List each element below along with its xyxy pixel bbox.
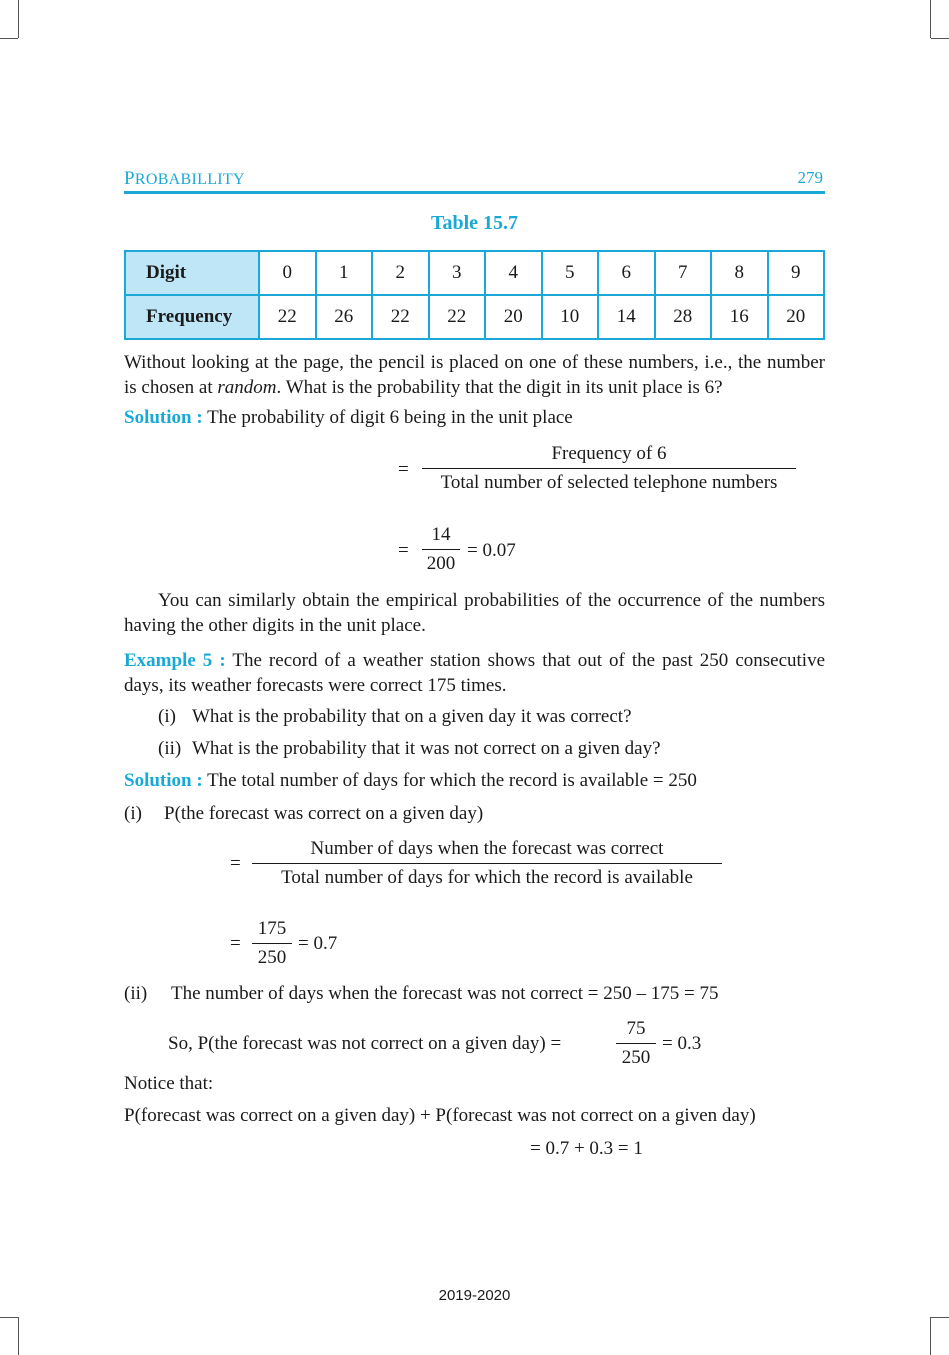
part-text: P(the forecast was correct on a given day) — [164, 803, 484, 824]
part-number: (ii) — [124, 983, 148, 1004]
fraction-numerator: 14 — [422, 524, 460, 550]
digit-cell: 9 — [768, 251, 825, 295]
digit-cell: 8 — [711, 251, 768, 295]
crop-mark-top-right-v — [930, 0, 931, 38]
solution2-equals-1: = — [230, 853, 241, 874]
example5-question-1 — [158, 706, 632, 728]
solution2-part-2 — [124, 983, 718, 1005]
fraction-numerator: Frequency of 6 — [422, 443, 796, 469]
solution2-label: Solution : — [124, 770, 203, 791]
fraction-denominator: 250 — [621, 1047, 651, 1068]
frequency-cell: 22 — [372, 295, 429, 339]
solution2-result-2: = 0.3 — [662, 1033, 702, 1054]
frequency-cell: 16 — [711, 295, 768, 339]
frequency-cell: 22 — [259, 295, 316, 339]
solution1-equals-1: = — [398, 459, 409, 480]
crop-mark-bottom-left-h — [0, 1317, 18, 1318]
example5-paragraph — [124, 648, 825, 698]
question-number: (ii) — [158, 738, 182, 759]
table-title: Table 15.7 — [430, 212, 519, 234]
solution2-result-1: = 0.7 — [298, 933, 338, 954]
chapter-header-rest: ROBABILLITY — [134, 171, 245, 188]
digit-row-label: Digit — [125, 251, 259, 295]
chapter-header-initial: P — [124, 168, 135, 189]
similar-paragraph: You can similarly obtain the empirical probabilities of the occurrence of the numbers having the other digits in the unit place. — [124, 590, 825, 636]
frequency-row-label: Frequency — [125, 295, 259, 339]
sum-result: = 0.7 + 0.3 = 1 — [530, 1138, 643, 1159]
digit-cell: 3 — [429, 251, 486, 295]
fraction-denominator: 200 — [426, 553, 456, 574]
intro-paragraph — [124, 350, 825, 400]
intro-italic-random: random — [217, 377, 277, 398]
fraction-denominator: Total number of selected telephone numbers — [440, 472, 778, 493]
solution2-fraction-1 — [252, 838, 722, 889]
part-text: The number of days when the forecast was not correct = 250 – 175 = 75 — [171, 983, 719, 1004]
solution1-equals-2: = — [398, 540, 409, 561]
solution2-so-text: So, P(the forecast was not correct on a given day) = — [168, 1033, 562, 1054]
solution2-fraction-3 — [616, 1018, 656, 1069]
digit-cell: 5 — [542, 251, 599, 295]
solution1-line — [124, 407, 573, 429]
solution2-line — [124, 770, 697, 792]
fraction-numerator: 75 — [616, 1018, 656, 1044]
question-number: (i) — [158, 706, 176, 727]
sum-line: P(forecast was correct on a given day) + P(forecast was not correct on a given day) — [124, 1105, 756, 1126]
example5-question-2 — [158, 738, 661, 760]
solution2-text: The total number of days for which the record is available = 250 — [202, 770, 697, 791]
header-rule — [124, 191, 825, 194]
crop-mark-bottom-right-v — [930, 1317, 931, 1355]
part-number: (i) — [124, 803, 142, 824]
question-text: What is the probability that it was not correct on a given day? — [192, 738, 661, 759]
fraction-denominator: Total number of days for which the record is available — [281, 867, 693, 888]
solution1-text: The probability of digit 6 being in the unit place — [202, 407, 573, 428]
frequency-cell: 22 — [429, 295, 486, 339]
footer-year: 2019-2020 — [438, 1287, 511, 1304]
frequency-table — [124, 250, 825, 340]
frequency-cell: 20 — [485, 295, 542, 339]
digit-cell: 4 — [485, 251, 542, 295]
frequency-cell: 10 — [542, 295, 599, 339]
digit-cell: 2 — [372, 251, 429, 295]
frequency-cell: 28 — [655, 295, 712, 339]
frequency-cell: 20 — [768, 295, 825, 339]
digit-cell: 6 — [598, 251, 655, 295]
digit-cell: 1 — [316, 251, 373, 295]
fraction-numerator: Number of days when the forecast was correct — [252, 838, 722, 864]
question-text: What is the probability that on a given day it was correct? — [192, 706, 632, 727]
frequency-cell: 14 — [598, 295, 655, 339]
chapter-header — [124, 168, 245, 190]
digit-cell: 0 — [259, 251, 316, 295]
crop-mark-top-left-h — [0, 38, 18, 39]
example5-label: Example 5 : — [124, 650, 226, 671]
intro-text-1: Without looking at the page, the pencil is placed on one of these numbers, i.e., the number is chosen at — [124, 352, 825, 398]
solution1-fraction-2 — [422, 524, 460, 575]
crop-mark-bottom-right-h — [931, 1317, 949, 1318]
digit-cell: 7 — [655, 251, 712, 295]
solution2-equals-2: = — [230, 933, 241, 954]
solution1-fraction-1 — [422, 443, 796, 494]
solution2-part-1 — [124, 803, 483, 825]
crop-mark-top-left-v — [18, 0, 19, 38]
frequency-cell: 26 — [316, 295, 373, 339]
intro-text-2: . What is the probability that the digit in its unit place is 6? — [276, 377, 723, 398]
example5-text: The record of a weather station shows that out of the past 250 consecutive days, its weather forecasts were correct 175 times. — [124, 650, 825, 696]
notice-line: Notice that: — [124, 1073, 214, 1094]
solution1-result: = 0.07 — [467, 540, 516, 561]
frequency-row — [125, 295, 824, 339]
digit-row — [125, 251, 824, 295]
crop-mark-top-right-h — [931, 38, 949, 39]
solution1-label: Solution : — [124, 407, 203, 428]
crop-mark-bottom-left-v — [18, 1317, 19, 1355]
solution2-fraction-2 — [252, 918, 292, 969]
fraction-denominator: 250 — [257, 947, 287, 968]
fraction-numerator: 175 — [252, 918, 292, 944]
page-number: 279 — [797, 168, 823, 187]
